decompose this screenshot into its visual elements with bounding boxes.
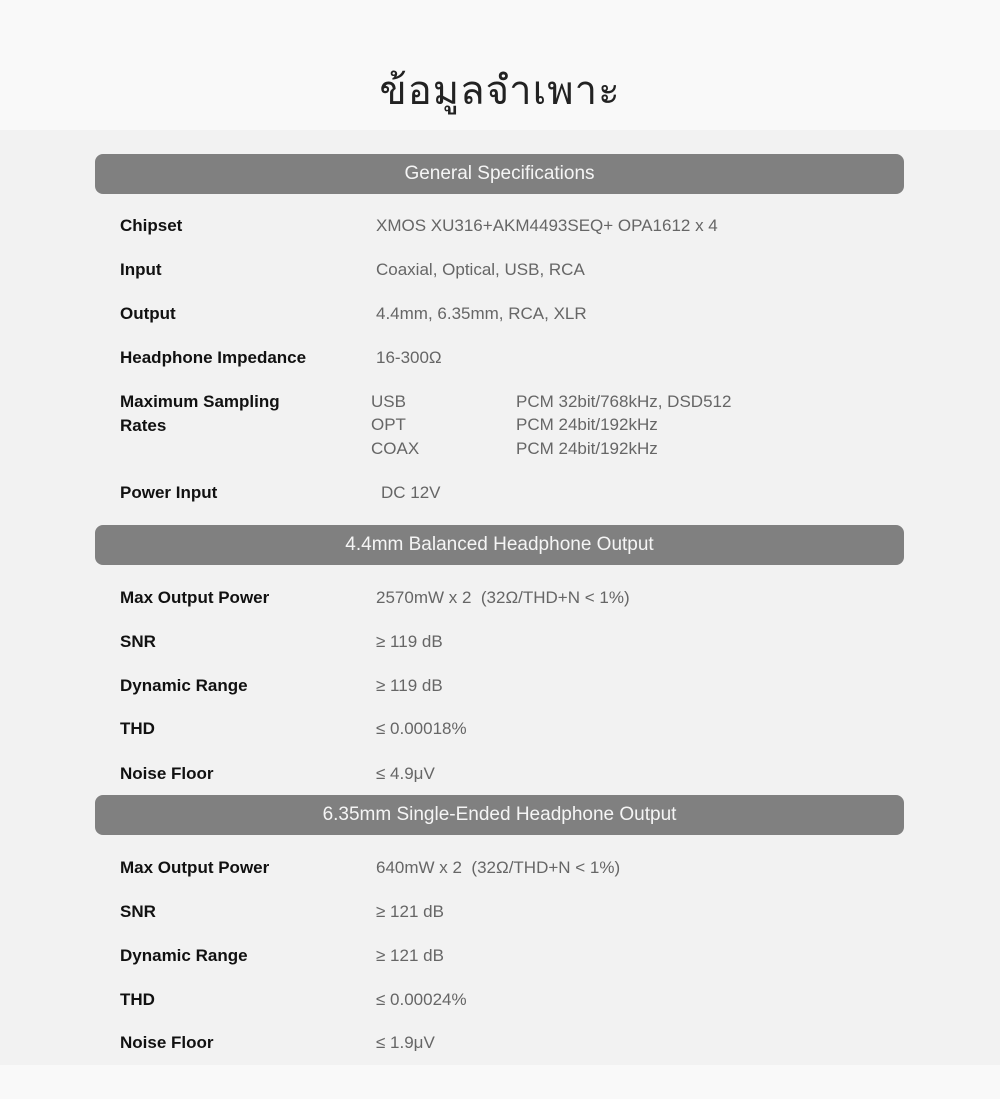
spec-label-noise-floor-se: Noise Floor [120, 1033, 214, 1052]
spec-value-power-input: DC 12V [381, 483, 441, 502]
spec-label-output: Output [120, 304, 176, 323]
spec-value-max-output-se: 640mW x 2 (32Ω/THD+N < 1%) [376, 858, 621, 877]
spec-label-thd-se: THD [120, 990, 155, 1009]
spec-label-dynamic-range-balanced: Dynamic Range [120, 676, 248, 695]
spec-label-input: Input [120, 260, 162, 279]
spec-label-noise-floor-balanced: Noise Floor [120, 764, 214, 783]
spec-value-thd-se: ≤ 0.00024% [376, 990, 467, 1009]
sampling-interface-opt: OPT [371, 415, 406, 434]
spec-value-snr-balanced: ≥ 119 dB [376, 632, 443, 651]
spec-label-thd-balanced: THD [120, 719, 155, 738]
spec-label-sampling-line2: Rates [120, 416, 167, 435]
spec-value-impedance: 16-300Ω [376, 348, 442, 367]
spec-value-noise-floor-balanced: ≤ 4.9μV [376, 764, 435, 783]
spec-label-snr-balanced: SNR [120, 632, 156, 651]
spec-label-max-output-se: Max Output Power [120, 858, 270, 877]
sampling-rate-coax: PCM 24bit/192kHz [516, 439, 658, 458]
spec-value-dynamic-range-se: ≥ 121 dB [376, 946, 444, 965]
spec-value-noise-floor-se: ≤ 1.9μV [376, 1033, 435, 1052]
sampling-rate-usb: PCM 32bit/768kHz, DSD512 [516, 392, 732, 411]
spec-value-snr-se: ≥ 121 dB [376, 902, 444, 921]
spec-label-sampling-line1: Maximum Sampling [120, 392, 280, 411]
spec-value-chipset: XMOS XU316+AKM4493SEQ+ OPA1612 x 4 [376, 216, 718, 235]
spec-label-dynamic-range-se: Dynamic Range [120, 946, 248, 965]
sampling-rate-opt: PCM 24bit/192kHz [516, 415, 658, 434]
sampling-interface-usb: USB [371, 392, 406, 411]
spec-label-impedance: Headphone Impedance [120, 348, 307, 367]
page-title: ข้อมูลจำเพาะ [379, 68, 621, 114]
section-header-balanced: 4.4mm Balanced Headphone Output [95, 525, 904, 565]
spec-value-dynamic-range-balanced: ≥ 119 dB [376, 676, 443, 695]
spec-label-power-input: Power Input [120, 483, 218, 502]
spec-label-chipset: Chipset [120, 216, 183, 235]
spec-label-snr-se: SNR [120, 902, 156, 921]
spec-value-max-output-balanced: 2570mW x 2 (32Ω/THD+N < 1%) [376, 588, 630, 607]
sampling-interface-coax: COAX [371, 439, 420, 458]
spec-label-max-output-balanced: Max Output Power [120, 588, 270, 607]
section-header-single-ended: 6.35mm Single-Ended Headphone Output [95, 795, 904, 835]
spec-value-input: Coaxial, Optical, USB, RCA [376, 260, 585, 279]
spec-value-thd-balanced: ≤ 0.00018% [376, 719, 467, 738]
spec-value-output: 4.4mm, 6.35mm, RCA, XLR [376, 304, 587, 323]
section-header-general: General Specifications [95, 154, 904, 194]
bottom-band [0, 1065, 1000, 1099]
